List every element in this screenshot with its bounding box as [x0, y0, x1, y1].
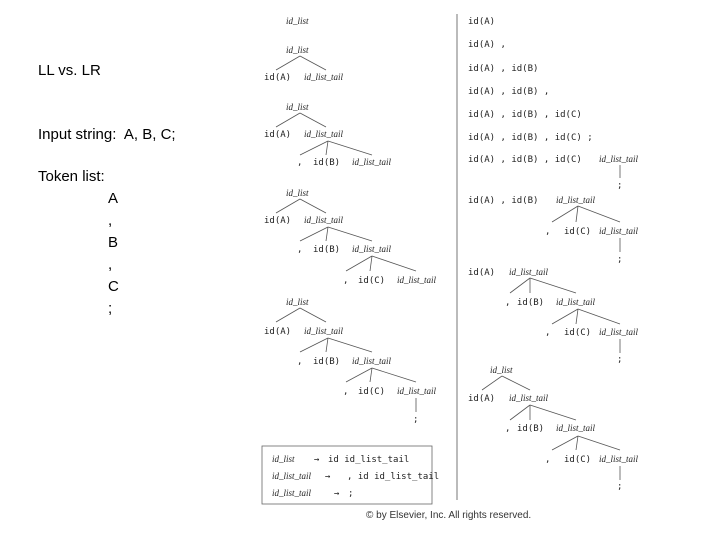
rule-arrow: →	[314, 455, 320, 465]
lr-row: id(A) ,	[468, 40, 506, 50]
node-id-a: id(A)	[264, 130, 292, 140]
node-id-list-tail: id_list_tail	[599, 454, 639, 464]
rule-lhs: id_list_tail	[272, 488, 312, 498]
node-id-list: id_list	[286, 45, 309, 55]
node-id-a: id(A)	[468, 394, 496, 404]
rule-rhs: ;	[348, 489, 354, 499]
node-id-b: id(B)	[517, 424, 545, 434]
node-id-list-tail: id_list_tail	[304, 326, 344, 336]
node-id-list-tail: id_list_tail	[352, 244, 392, 254]
lr-row: id(A) , id(B) , id(C)	[468, 110, 582, 120]
token-item: A	[108, 190, 119, 207]
token-item: ,	[108, 256, 113, 273]
node-id-list-tail: id_list_tail	[352, 157, 392, 167]
rule-rhs: , id id_list_tail	[347, 472, 440, 482]
token-item: ,	[108, 212, 113, 229]
token-item: B	[108, 234, 119, 251]
lr-row: id(A) , id(B) , id(C) ;	[468, 133, 593, 143]
node-semicolon: ;	[617, 355, 623, 365]
node-comma: ,	[343, 387, 349, 397]
node-id-list-tail: id_list_tail	[556, 195, 596, 205]
token-item: C	[108, 278, 119, 295]
node-id-list-tail: id_list_tail	[556, 423, 596, 433]
node-id-list: id_list	[286, 188, 309, 198]
node-semicolon: ;	[617, 255, 623, 265]
node-id-c: id(C)	[564, 328, 592, 338]
node-id-list: id_list	[286, 102, 309, 112]
lr-row: id(A)	[468, 17, 496, 27]
node-comma: ,	[545, 328, 551, 338]
input-value: A, B, C;	[123, 126, 176, 143]
node-id-list-tail: id_list_tail	[509, 393, 549, 403]
node-id-list-tail: id_list_tail	[304, 72, 344, 82]
node-id-list-tail: id_list_tail	[556, 297, 596, 307]
node-id-list-tail: id_list_tail	[304, 215, 344, 225]
node-id-b: id(B)	[313, 357, 341, 367]
node-semicolon: ;	[617, 482, 623, 492]
lr-row: id(A) , id(B) ,	[468, 87, 550, 97]
rule-arrow: →	[334, 489, 340, 499]
input-label: Input string:	[38, 126, 117, 143]
rule-rhs: id id_list_tail	[328, 455, 410, 465]
node-comma: ,	[545, 455, 551, 465]
node-id-a: id(A)	[264, 216, 292, 226]
node-id-list-tail: id_list_tail	[599, 327, 639, 337]
node-comma: ,	[343, 276, 349, 286]
node-comma: ,	[505, 298, 511, 308]
node-id-list-tail: id_list_tail	[352, 356, 392, 366]
node-id-list-tail: id_list_tail	[599, 154, 639, 164]
lr-row: id(A) , id(B) , id(C)	[468, 155, 582, 165]
node-id-a: id(A)	[264, 327, 292, 337]
node-id-list: id_list	[286, 297, 309, 307]
rule-lhs: id_list_tail	[272, 471, 312, 481]
node-semicolon: ;	[617, 181, 623, 191]
node-id-b: id(B)	[313, 158, 341, 168]
node-id-c: id(C)	[564, 227, 592, 237]
node-id-list-tail: id_list_tail	[397, 275, 437, 285]
rule-arrow: →	[325, 472, 331, 482]
node-id-c: id(C)	[358, 387, 386, 397]
node-semicolon: ;	[413, 415, 419, 425]
node-id-a: id(A)	[264, 73, 292, 83]
node-id-b: id(B)	[313, 245, 341, 255]
node-comma: ,	[545, 227, 551, 237]
lr-row: id(A) , id(B)	[468, 64, 539, 74]
rule-lhs: id_list	[272, 454, 295, 464]
node-id-b: id(B)	[517, 298, 545, 308]
copyright-notice: © by Elsevier, Inc. All rights reserved.	[366, 510, 532, 521]
lr-row: id(A) , id(B)	[468, 196, 539, 206]
node-id-c: id(C)	[564, 455, 592, 465]
node-comma: ,	[297, 245, 303, 255]
node-id-list-tail: id_list_tail	[599, 226, 639, 236]
token-list-label: Token list:	[38, 168, 105, 185]
node-id-c: id(C)	[358, 276, 386, 286]
node-id-list-tail: id_list_tail	[304, 129, 344, 139]
node-id-list: id_list	[490, 365, 513, 375]
token-item: ;	[108, 300, 113, 317]
node-comma: ,	[505, 424, 511, 434]
node-id-list-tail: id_list_tail	[509, 267, 549, 277]
node-comma: ,	[297, 357, 303, 367]
node-comma: ,	[297, 158, 303, 168]
node-id-list-tail: id_list_tail	[397, 386, 437, 396]
node-id-list: id_list	[286, 16, 309, 26]
lr-row: id(A)	[468, 268, 496, 278]
slide-title: LL vs. LR	[38, 62, 101, 79]
